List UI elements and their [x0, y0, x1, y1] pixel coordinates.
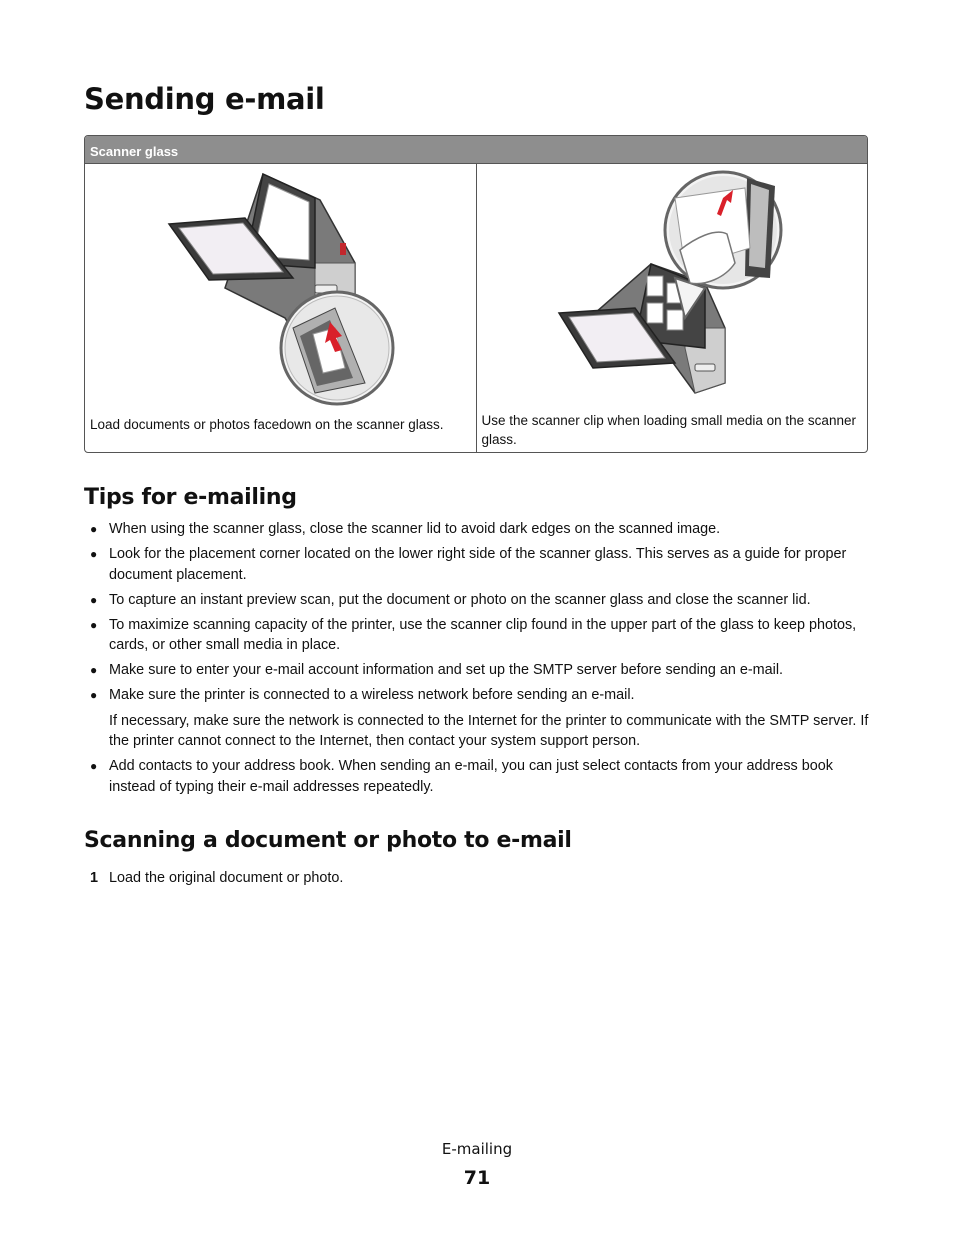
- table-row: [85, 164, 867, 452]
- scanning-heading: Scanning a document or photo to e-mail: [84, 828, 572, 853]
- scanner-glass-table: [84, 135, 868, 453]
- tips-list: [90, 519, 876, 802]
- list-item: ● Add contacts to your address book. When sending an e-mail, you can just select contacts from your address book instead of typing their e-mail addresses repeatedly.: [90, 758, 833, 795]
- scanner-facedown-illustration: [165, 168, 405, 413]
- list-item: ● When using the scanner glass, close the scanner lid to avoid dark edges on the scanned image.: [90, 521, 721, 537]
- footer-section-label: E-mailing: [441, 1140, 513, 1158]
- list-item: ● To maximize scanning capacity of the printer, use the scanner clip found in the upper part of the glass to keep photos, cards, or other small media in place.: [90, 616, 857, 653]
- page-number: 71: [463, 1167, 491, 1189]
- list-item: ● Make sure to enter your e-mail account information and set up the SMTP server before sending an e-mail.: [90, 662, 784, 678]
- scanner-clip-illustration: [555, 168, 795, 408]
- tip-note: If necessary, make sure the network is connected to the Internet for the printer to communicate with the SMTP server. If the printer cannot connect to the Internet, then contact your system support person.: [109, 712, 869, 749]
- step-item: [90, 868, 343, 888]
- page-title: Sending e-mail: [84, 82, 325, 116]
- list-item: ● To capture an instant preview scan, put the document or photo on the scanner glass and close the scanner lid.: [90, 591, 811, 608]
- list-item: ● Make sure the printer is connected to a wireless network before sending an e-mail. If necessary, make sure the network is connected to the Internet for the printer to communicate with the SMTP server. If the printer cannot connect to the Internet, then contact your system support person.: [90, 685, 876, 752]
- list-item: ● Look for the placement corner located on the lower right side of the scanner glass. This serves as a guide for proper document placement.: [90, 546, 847, 583]
- tips-heading: Tips for e-mailing: [84, 485, 297, 510]
- table-header: Scanner glass: [85, 136, 867, 164]
- table-cell-load-documents: [85, 164, 476, 452]
- table-cell-scanner-clip: [476, 164, 868, 452]
- cell-caption: Load documents or photos facedown on the scanner glass.: [90, 417, 444, 432]
- cell-caption: Use the scanner clip when loading small media on the scanner glass.: [481, 413, 856, 447]
- step-number: 1: [90, 870, 99, 886]
- step-text: Load the original document or photo.: [109, 870, 344, 886]
